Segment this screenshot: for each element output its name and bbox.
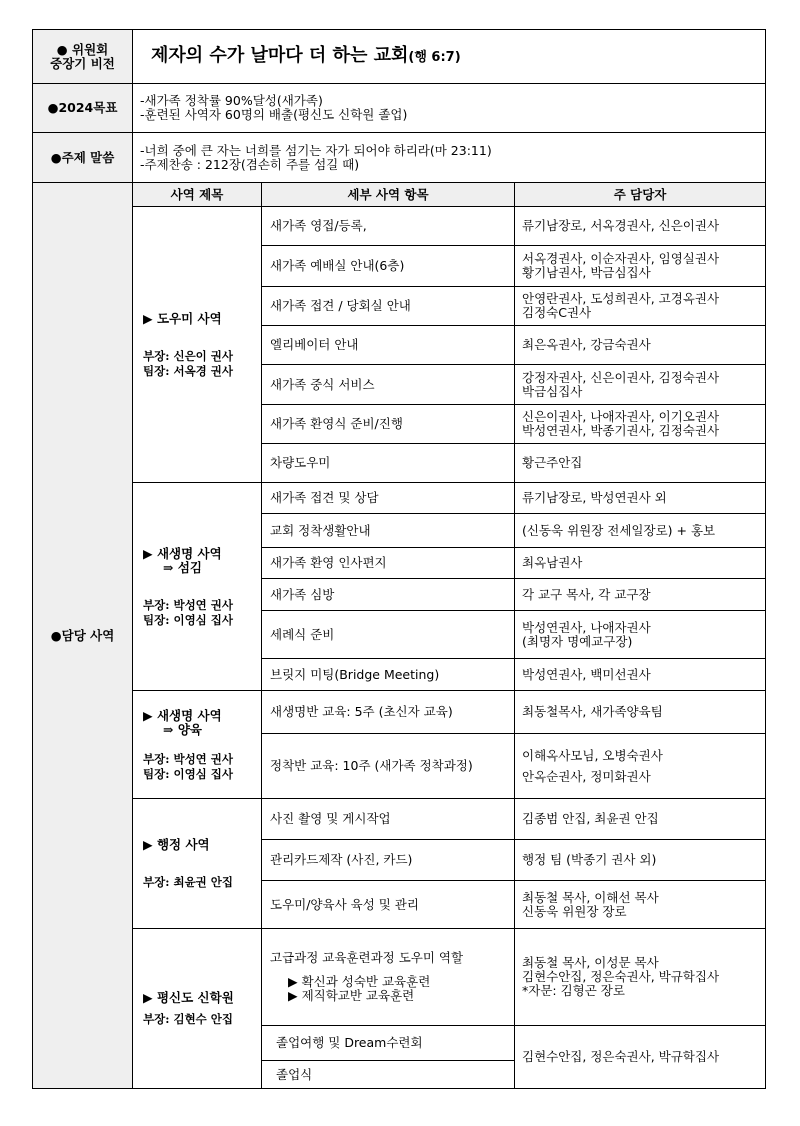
group-helper-title: ▶ 도우미 사역	[143, 310, 222, 326]
group-newlife-serve-title2: ⇒ 섬김	[163, 559, 202, 575]
group-admin-title: ▶ 행정 사역	[143, 837, 210, 853]
advanced-sub-1: ▶ 확신과 성숙반 교육훈련	[288, 974, 431, 989]
task-cell: 새가족 접견 / 당회실 안내	[262, 287, 515, 326]
people-cell: 각 교구 목사, 각 교구장	[515, 579, 766, 611]
people-cell	[515, 611, 766, 659]
people-line: 박성연권사, 박종기권사, 김정숙권사	[522, 423, 720, 438]
task-cell: 새가족 환영 인사편지	[262, 548, 515, 579]
people-cell: 김종범 안집, 최윤권 안집	[515, 799, 766, 840]
group-helper-staff-2: 팀장: 서옥경 권사	[143, 363, 234, 378]
task-cell: 졸업식	[262, 1061, 515, 1089]
people-cell: 황근주안집	[515, 444, 766, 483]
task-cell: 졸업여행 및 Dream수련회	[262, 1026, 515, 1061]
people-line: 이해옥사모님, 오병숙권사	[522, 747, 663, 763]
people-line: *자문: 김형곤 장로	[522, 983, 625, 998]
task-cell: 엘리베이터 안내	[262, 326, 515, 365]
header-ministry: 사역 제목	[133, 183, 262, 207]
people-cell: 류기남장로, 박성연권사 외	[515, 483, 766, 514]
people-cell	[515, 405, 766, 444]
task-cell: 차량도우미	[262, 444, 515, 483]
people-cell: 최은옥권사, 강금숙권사	[515, 326, 766, 365]
group-admin	[133, 799, 262, 929]
task-cell: 도우미/양육사 육성 및 관리	[262, 881, 515, 929]
vision-title-cell	[133, 30, 766, 84]
group-helper-staff-1: 부장: 신은이 권사	[143, 348, 234, 363]
header-details: 세부 사역 항목	[262, 183, 515, 207]
task-cell: 새가족 예배실 안내(6층)	[262, 246, 515, 287]
people-cell: (신동욱 위원장 전세일장로) + 홍보	[515, 514, 766, 548]
advanced-task: 고급과정 교육훈련과정 도우미 역할	[270, 950, 464, 965]
task-cell: 새가족 접견 및 상담	[262, 483, 515, 514]
people-cell: 행정 팀 (박종기 권사 외)	[515, 840, 766, 881]
group-newlife-nurture-title2: ⇒ 양육	[163, 721, 202, 737]
vision-table	[32, 29, 766, 1089]
group-newlife-serve-staff-1: 부장: 박성연 권사	[143, 597, 234, 612]
theme-line-2: -주제찬송 : 212장(겸손히 주를 섬길 때)	[140, 156, 360, 172]
people-cell: 김현수안집, 정은숙권사, 박규학집사	[515, 1026, 766, 1089]
group-admin-staff-1: 부장: 최윤권 안집	[143, 875, 234, 890]
people-cell	[515, 881, 766, 929]
task-cell	[262, 929, 515, 1026]
people-line: 박금심집사	[522, 383, 583, 399]
people-line: 김정숙C권사	[522, 305, 592, 320]
task-cell: 새가족 영접/등록,	[262, 207, 515, 246]
people-line: 신은이권사, 나애자권사, 이기오권사	[522, 409, 720, 424]
people-cell	[515, 246, 766, 287]
vision-ref: (행 6:7)	[408, 50, 461, 66]
group-newlife-nurture-staff-2: 팀장: 이영심 집사	[143, 766, 234, 781]
goal-line-1: -새가족 정착률 90%달성(새가족)	[140, 93, 323, 108]
vision-label	[33, 30, 133, 84]
people-cell: 박성연권사, 백미선권사	[515, 659, 766, 691]
task-cell: 교회 정착생활안내	[262, 514, 515, 548]
task-cell: 브릿지 미팅(Bridge Meeting)	[262, 659, 515, 691]
advanced-sub-2: ▶ 제직학교반 교육훈련	[288, 988, 415, 1003]
people-line: 신동욱 위원장 장로	[522, 903, 627, 919]
theme-content	[133, 133, 766, 183]
people-cell	[515, 287, 766, 326]
group-newlife-serve-staff-2: 팀장: 이영심 집사	[143, 612, 234, 627]
vision-label-line2: 중장기 비전	[50, 55, 115, 71]
header-leader: 주 담당자	[515, 183, 766, 207]
group-newlife-nurture-title: ▶ 새생명 사역	[143, 707, 222, 723]
theme-label: ●주제 말씀	[33, 133, 133, 183]
goal-label: ●2024목표	[33, 84, 133, 133]
people-line: (최명자 명예교구장)	[522, 633, 633, 649]
goal-line-2: -훈련된 사역자 60명의 배출(평신도 신학원 졸업)	[140, 107, 408, 122]
task-cell: 세례식 준비	[262, 611, 515, 659]
task-cell: 정착반 교육: 10주 (새가족 정착과정)	[262, 734, 515, 799]
people-line: 안영란권사, 도성희권사, 고경옥권사	[522, 291, 720, 306]
group-lay-seminary-staff-1: 부장: 김현수 안집	[143, 1012, 234, 1027]
task-cell: 사진 촬영 및 게시작업	[262, 799, 515, 840]
task-cell: 새가족 환영식 준비/진행	[262, 405, 515, 444]
vision-label-line1: ● 위원회	[56, 41, 109, 57]
ministry-label: ●담당 사역	[33, 183, 133, 1089]
group-lay-seminary-title: ▶ 평신도 신학원	[143, 990, 234, 1006]
people-line: 황기남권사, 박금심집사	[522, 265, 651, 280]
task-cell: 새가족 심방	[262, 579, 515, 611]
group-newlife-nurture-staff-1: 부장: 박성연 권사	[143, 751, 234, 766]
task-cell: 관리카드제작 (사진, 카드)	[262, 840, 515, 881]
task-cell: 새생명반 교육: 5주 (초신자 교육)	[262, 691, 515, 734]
people-cell: 류기남장로, 서옥경권사, 신은이권사	[515, 207, 766, 246]
people-line: 서옥경권사, 이순자권사, 임영실권사	[522, 251, 720, 266]
group-lay-seminary	[133, 929, 262, 1089]
people-cell	[515, 929, 766, 1026]
people-line: 최동철 목사, 이성문 목사	[522, 955, 659, 970]
people-line: 안옥순권사, 정미화권사	[522, 769, 651, 784]
people-line: 최동철 목사, 이해선 목사	[522, 889, 659, 905]
group-newlife-serve	[133, 483, 262, 691]
goal-content	[133, 84, 766, 133]
theme-line-1: -너희 중에 큰 자는 너희를 섬기는 자가 되어야 하리라(마 23:11)	[140, 142, 492, 158]
people-line: 강정자권사, 신은이권사, 김정숙권사	[522, 369, 720, 385]
people-line: 김현수안집, 정은숙권사, 박규학집사	[522, 969, 720, 984]
people-cell: 최동철목사, 새가족양육팀	[515, 691, 766, 734]
people-cell	[515, 365, 766, 405]
group-newlife-serve-title: ▶ 새생명 사역	[143, 545, 222, 561]
people-line: 박성연권사, 나애자권사	[522, 619, 651, 635]
group-helper	[133, 207, 262, 483]
task-cell: 새가족 중식 서비스	[262, 365, 515, 405]
group-newlife-nurture	[133, 691, 262, 799]
vision-title: 제자의 수가 날마다 더 하는 교회	[151, 45, 409, 67]
people-cell	[515, 734, 766, 799]
people-cell: 최옥남권사	[515, 548, 766, 579]
